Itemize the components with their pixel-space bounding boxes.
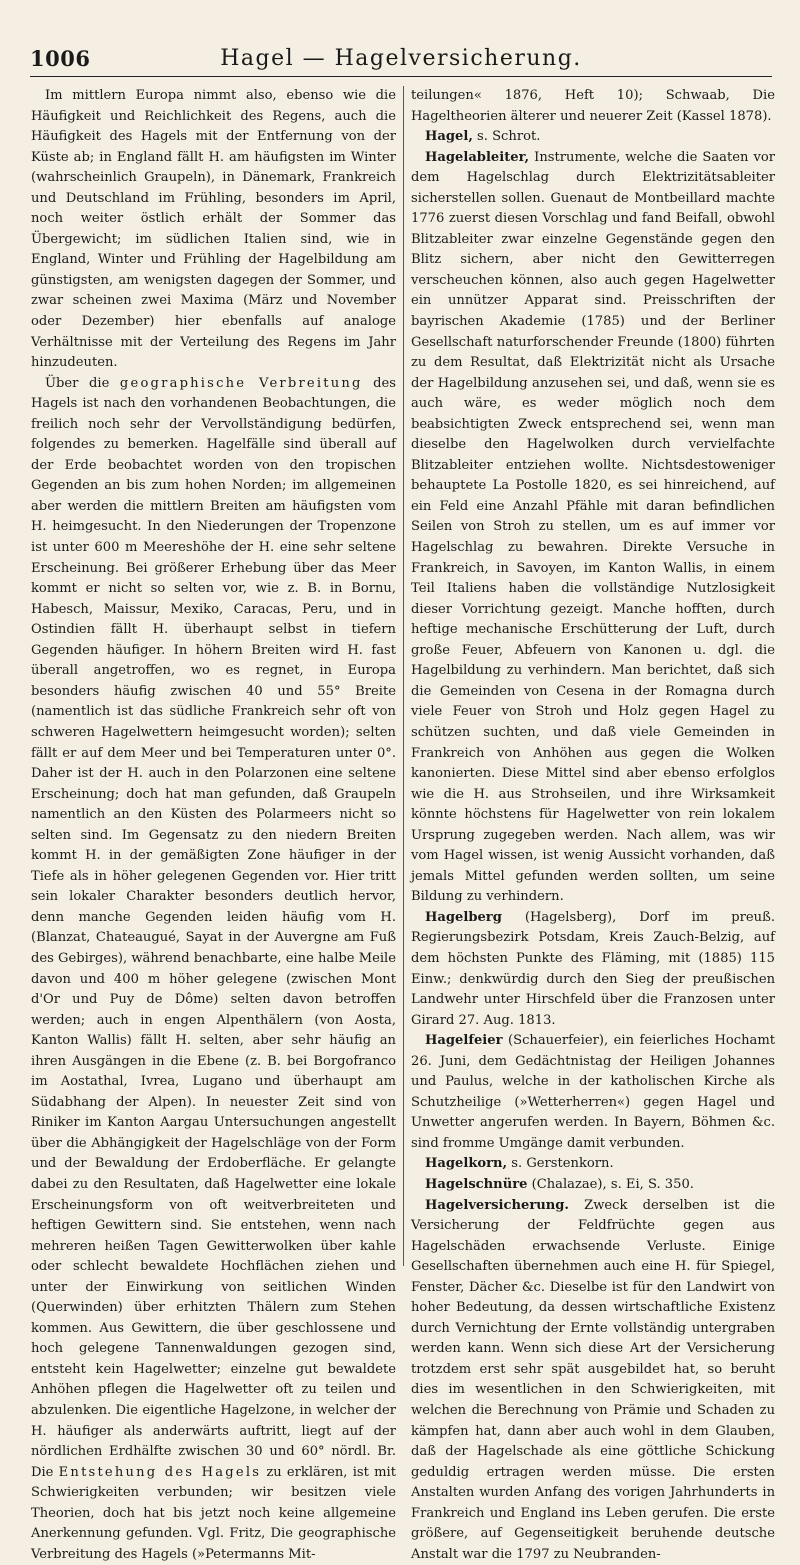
entry-hagelfeier [411,1031,775,1154]
lemma-hagel: Hagel, [425,129,473,145]
lemma-hagelableiter: Hagelableiter, [425,149,530,165]
entry-hagel [411,127,775,148]
entry-hagelableiter [411,148,775,908]
lemma-hagelfeier: Hagelfeier [425,1033,503,1049]
running-head: Hagel — Hagelversicherung. [220,46,582,71]
lemma-hagelversicherung: Hagelversicherung. [425,1197,569,1213]
left-column [31,86,396,1562]
paragraph-hail-frequency: Im mittlern Europa nimmt also, ebenso wie die Häufigkeit und Reichlichkeit des Regens, auch die Häufigkeit des Hagels mit der Entfernung von der Küste ab; in England fällt H. am häufigsten im Winter (wahrscheinlich Graupeln), in Dänemark, Frankreich und Deutschland im Frühling, besonders im April, noch weiter östlich erhält der Sommer das Übergewicht; im südlichen Italien sind, wie in England, Winter und Frühling der Hagelbildung am günstigsten, am wenigsten dagegen der Sommer, und zwar scheinen zwei Maxima (März und November oder Dezember) hier ebenfalls auf analoge Verhältnisse mit der Verteilung des Regens im Jahr hinzudeuten. [31,88,396,371]
entry-text: (Chalazae), s. Ei, S. 350. [527,1176,694,1192]
text-tail: zu erklären, ist mit Schwierigkeiten verbunden; wir besitzen viele Theorien, doch hat bis jetzt noch keine allgemeine Anerkennung gefunden. Vgl. Fritz, Die geographische Verbreitung des Hagels (»Petermanns Mit- [31,1464,396,1562]
emphasis-geographic-distribution: geographische Verbreitung [119,375,363,391]
entry-text: Zweck derselben ist die Versicherung der Feldfrüchte gegen aus Hagelschäden erwachsende Verluste. Einige Gesellschaften übernehmen auch eine H. für Spiegel, Fenster, Dächer &c. Dieselbe ist für den Landwirt von hoher Bedeutung, da dessen wirtschaftliche Existenz durch Vernichtung der Ernte vollständig untergraben werden kann. Wenn sich diese Art der Versicherung trotzdem erst sehr spät ausgebildet hat, so beruht dies im wesentlichen in den Schwierigkeiten, mit welchen die Berechnung von Prämie und Schaden zu kämpfen hat, dann aber auch wohl in dem Glauben, daß der Hagelschade als eine göttliche Schickung geduldig ertragen werden müsse. Die ersten Anstalten wurden Anfang des vorigen Jahrhunderts in Frankreich und England ins Leben gerufen. Die erste größere, auf Gegenseitigkeit beruhende deutsche Anstalt war die 1797 zu Neubranden- [411,1197,775,1562]
column-divider [403,86,404,1266]
paragraph-hail-distribution [31,374,396,1565]
lemma-hagelschnuere: Hagelschnüre [425,1176,528,1192]
right-column [411,86,775,1562]
entry-text: (Schauerfeier), ein feierliches Hochamt 26. Juni, dem Gedächtnistag der Heiligen Johannes und Paulus, welche in der katholischen Kirche als Schutzheilige (»Wetterherren«) gegen Hagel und Unwetter angerufen werden. In Bayern, Böhmen &c. sind fromme Umgänge damit verbunden. [411,1033,775,1151]
text-body: des Hagels ist nach den vorhandenen Beobachtungen, die freilich noch sehr der Vervollständigung bedürfen, folgendes zu bemerken. Hagelfälle sind überall auf der Erde beobachtet worden von den tropischen Gegenden an bis zum hohen Norden; im allgemeinen aber werden die mittlern Breiten am häufigsten vom H. heimgesucht. In den Niederungen der Tropenzone ist unter 600 m Meereshöhe der H. eine sehr seltene Erscheinung. Bei größerer Erhebung über das Meer kommt er nicht so selten vor, wie z. B. in Bornu, Habesch, Maissur, Mexiko, Caracas, Peru, und in Ostindien fällt H. überhaupt selbst in tiefern Gegenden häufiger. In höhern Breiten wird H. fast überall angetroffen, wo es regnet, in Europa besonders häufig zwischen 40 und 55° Breite (namentlich ist das südliche Frankreich sehr oft von schweren Hagelwettern heimgesucht worden); selten fällt er auf dem Meer und bei Temperaturen unter 0°. Daher ist der H. auch in den Polarzonen eine seltene Erscheinung; doch hat man gefunden, daß Graupeln namentlich an den Küsten des Polarmeers nicht so selten sind. Im Gegensatz zu den niedern Breiten kommt H. in der gemäßigten Zone häufiger in der Tiefe als in höher gelegenen Gegenden vor. Hier tritt sein lokaler Charakter besonders deutlich hervor, denn manche Gegenden leiden häufig vom H. (Blanzat, Chateaugué, Sayat in der Auvergne am Fuß des Gebirges), während benachbarte, eine halbe Meile davon und 400 m höher gelegene (zwischen Mont d'Or und Puy de Dôme) selten davon betroffen werden; auch in engen Alpenthälern (von Aosta, Kanton Wallis) fällt H. selten, aber sehr häufig an ihren Ausgängen in die Ebene (z. B. bei Borgofranco im Aostathal, Ivrea, Lugano und überhaupt am Südabhang der Alpen). In neuester Zeit sind von Riniker im Kanton Aargau Untersuchungen angestellt über die Abhängigkeit der Hagelschläge von der Form und der Bewaldung der Erdoberfläche. Er gelangte dabei zu den Resultaten, daß Hagelwetter eine lokale Erscheinungsform von oft weitverbreiteten und heftigen Gewittern sind. Sie entstehen, wenn nach mehreren heißen Tagen Gewitterwolken über kahle oder schlecht bewaldete Hochflächen ziehen und unter der Einwirkung von seitlichen Winden (Querwinden) über erhitzten Thälern zum Stehen kommen. Aus Gewittern, die über geschlossene und hoch gelegene Tannenwaldungen gezogen sind, entsteht kein Hagelwetter; einzelne gut bewaldete Anhöhen pflegen die Hagelwetter oft zu teilen und abzulenken. Die eigentliche Hagelzone, in welcher der H. häufiger als anderwärts auftritt, liegt auf der nördlichen Erdhälfte zwischen 30 und 60° nördl. Br. Die [31,375,396,1480]
entry-hagelkorn [411,1154,775,1175]
page-number: 1006 [30,46,91,71]
text-lead: Über die [45,375,120,391]
entry-hagelberg [411,908,775,1031]
page-header [30,46,772,77]
paragraph-continuation: teilungen« 1876, Heft 10); Schwaab, Die Hageltheorien älterer und neuerer Zeit (Kassel 1878). [411,88,775,124]
emphasis-hail-formation: Entstehung des Hagels [58,1464,262,1480]
entry-hagelschnuere [411,1175,775,1196]
entry-hagelversicherung [411,1196,775,1565]
entry-text: (Hagelsberg), Dorf im preuß. Regierungsbezirk Potsdam, Kreis Zauch-Belzig, auf dem höchsten Punkte des Fläming, mit (1885) 115 Einw.; denkwürdig durch den Sieg der preußischen Landwehr unter Hirschfeld über die Franzosen unter Girard 27. Aug. 1813. [411,909,775,1028]
entry-text: Instrumente, welche die Saaten vor dem Hagelschlag durch Elektrizitätsableiter sicherstellen sollen. Guenaut de Montbeillard machte 1776 zuerst diesen Vorschlag und fand Beifall, obwohl Blitzableiter zwar einzelne Gegenstände gegen den Blitz sichern, aber nicht den Gewitterregen verscheuchen können, also auch gegen Hagelwetter ein unnützer Apparat sind. Preisschriften der bayrischen Akademie (1785) und der Berliner Gesellschaft naturforschender Freunde (1800) führten zu dem Resultat, daß Elektrizität nicht als Ursache der Hagelbildung anzusehen sei, und daß, wenn sie es auch wäre, es weder möglich noch dem beabsichtigten Zweck entsprechend sei, wenn man dieselbe den Hagelwolken durch vervielfachte Blitzableiter entziehen wollte. Nichtsdestoweniger behauptete La Postolle 1820, es sei hinreichend, auf ein Feld eine Anzahl Pfähle mit daran befindlichen Seilen von Stroh zu stellen, um es auf immer vor Hagelschlag zu bewahren. Direkte Versuche in Frankreich, in Savoyen, im Kanton Wallis, in einem Teil Italiens haben die vollständige Nutzlosigkeit dieser Vorrichtung gezeigt. Manche hofften, durch heftige mechanische Erschütterung der Luft, durch große Feuer, Abfeuern von Kanonen u. dgl. die Hagelbildung zu verhindern. Man berichtet, daß sich die Gemeinden von Cesena in der Romagna durch viele Feuer von Stroh und Holz gegen Hagel zu schützen suchten, und daß viele Gemeinden in Frankreich von Anhöhen aus gegen die Wolken kanonierten. Diese Mittel sind aber ebenso erfolglos wie die H. aus Strohseilen, und ihre Wirksamkeit könnte höchstens für Hagelwetter von rein lokalem Ursprung zugegeben werden. Nach allem, was wir vom Hagel wissen, ist wenig Aussicht vorhanden, daß jemals Mittel gefunden werden sollten, um seine Bildung zu verhindern. [411,149,775,905]
lemma-hagelkorn: Hagelkorn, [425,1156,508,1172]
entry-text: s. Schrot. [472,129,541,145]
lemma-hagelberg: Hagelberg [425,909,502,925]
entry-text: s. Gerstenkorn. [507,1156,614,1172]
